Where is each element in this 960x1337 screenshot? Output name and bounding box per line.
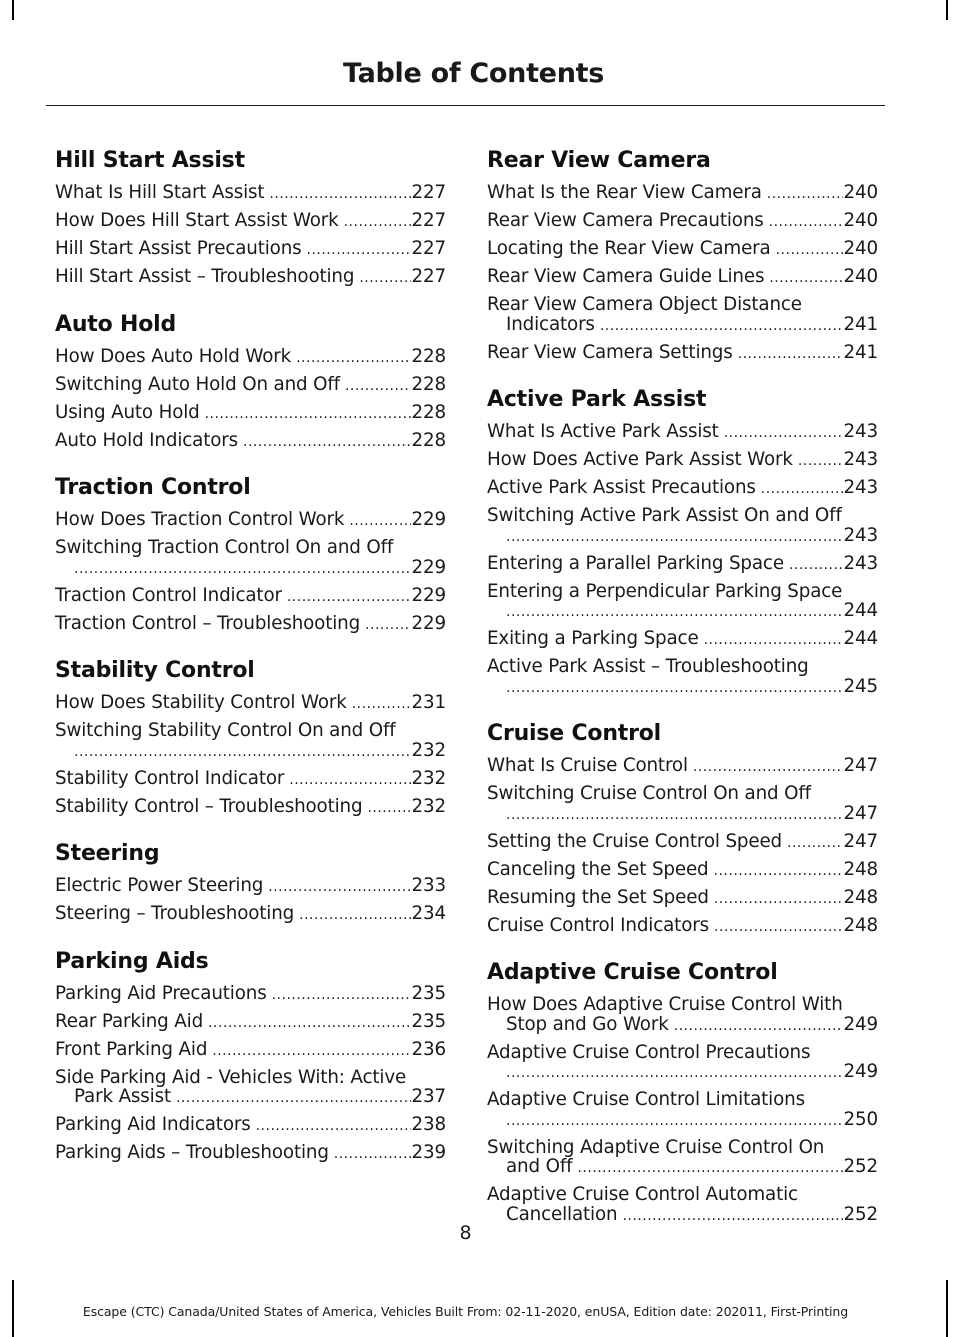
entry-page-number: 243 [843, 477, 878, 498]
entry-label: Stability Control Indicator [55, 767, 285, 789]
entry-page-number: 241 [843, 341, 878, 363]
toc-entry[interactable] [55, 538, 446, 579]
entry-label: Switching Adaptive Cruise Control On [487, 1136, 825, 1158]
entry-continuation [487, 1110, 878, 1132]
toc-entry[interactable] [487, 1090, 878, 1131]
toc-entry[interactable] [55, 876, 446, 898]
toc-entry[interactable] [487, 183, 878, 205]
entry-label: Auto Hold Indicators [55, 429, 238, 451]
entry-continuation [55, 741, 446, 763]
page-title: Table of Contents [342, 58, 604, 89]
dot-leader [761, 478, 843, 500]
entry-page-number: 235 [411, 982, 446, 1004]
dot-leader [352, 693, 411, 715]
entry-page-number: 228 [411, 345, 446, 367]
left-column [55, 146, 446, 1186]
entry-page-number: 238 [411, 1114, 446, 1135]
dot-leader [208, 1012, 411, 1034]
toc-section [55, 947, 446, 1165]
entry-label: Adaptive Cruise Control Automatic [487, 1184, 798, 1205]
dot-leader [767, 183, 843, 205]
dot-leader [307, 239, 411, 261]
toc-section [55, 656, 446, 818]
entry-label: Switching Stability Control On and Off [55, 720, 396, 741]
entry-label: Parking Aid Indicators [55, 1114, 251, 1135]
section-title: Cruise Control [487, 721, 662, 746]
toc-entry[interactable] [487, 860, 878, 882]
entry-page-number: 247 [843, 755, 878, 776]
entry-page-number: 232 [411, 739, 446, 761]
entry-page-number: 231 [411, 692, 446, 713]
entry-continuation [487, 1015, 878, 1037]
dot-leader [334, 1143, 411, 1165]
toc-entry[interactable] [487, 506, 878, 547]
entry-page-number: 240 [843, 210, 878, 231]
toc-entry[interactable] [487, 1185, 878, 1226]
footer-text: Escape (CTC) Canada/United States of America, Vehicles Built From: 02-11-2020, enUSA, Edition date: 202011, First-Printing [82, 1304, 849, 1319]
dot-leader [74, 741, 411, 763]
entry-page-number: 244 [843, 600, 878, 621]
entry-label: Switching Active Park Assist On and Off [487, 505, 842, 526]
dot-leader [365, 614, 411, 636]
entry-label-continued: Indicators [506, 313, 595, 335]
section-title: Parking Aids [55, 948, 209, 974]
entry-label: Traction Control Indicator [55, 584, 282, 606]
entry-label: Front Parking Aid [55, 1038, 208, 1060]
entry-page-number: 248 [843, 858, 878, 880]
toc-section [487, 385, 878, 698]
entry-label: Rear View Camera Settings [487, 341, 733, 363]
dot-leader [714, 888, 843, 910]
entry-label: Traction Control – Troubleshooting [55, 612, 361, 634]
entry-page-number: 250 [843, 1108, 878, 1130]
dot-leader [787, 832, 843, 854]
right-column [487, 146, 878, 1247]
entry-label: How Does Hill Start Assist Work [55, 210, 339, 231]
entry-label: Cruise Control Indicators [487, 914, 709, 936]
entry-continuation [487, 1062, 878, 1084]
toc-section [55, 839, 446, 926]
toc-entry[interactable] [55, 431, 446, 453]
toc-entry[interactable] [487, 295, 878, 336]
entry-page-number: 243 [843, 524, 878, 546]
toc-entry[interactable] [487, 1138, 878, 1179]
section-title: Hill Start Assist [55, 148, 245, 173]
entry-label: Steering – Troubleshooting [55, 903, 295, 924]
toc-section [487, 719, 878, 937]
entry-label: What Is Cruise Control [487, 755, 688, 776]
toc-entry[interactable] [55, 375, 446, 397]
entry-page-number: 232 [411, 795, 446, 817]
entry-label: What Is Active Park Assist [487, 421, 719, 442]
toc-entry[interactable] [55, 239, 446, 261]
toc-entry[interactable] [55, 1012, 446, 1034]
entry-page-number: 247 [843, 830, 878, 852]
section-title: Auto Hold [55, 311, 176, 337]
entry-page-number: 252 [843, 1203, 878, 1225]
entry-label: How Does Stability Control Work [55, 692, 347, 713]
entry-label-continued: Park Assist [74, 1086, 171, 1107]
entry-label: Rear View Camera Precautions [487, 210, 764, 231]
entry-label: Side Parking Aid - Vehicles With: Active [55, 1066, 407, 1088]
entry-label: Locating the Rear View Camera [487, 238, 771, 259]
toc-entry[interactable] [55, 267, 446, 289]
toc-section [487, 958, 878, 1226]
toc-entry[interactable] [487, 211, 878, 233]
section-title: Rear View Camera [487, 148, 711, 173]
toc-entry[interactable] [487, 888, 878, 910]
toc-section [55, 310, 446, 453]
toc-entry[interactable] [55, 586, 446, 608]
toc-entry[interactable] [55, 1040, 446, 1062]
entry-label: What Is Hill Start Assist [55, 182, 265, 203]
entry-label: Rear Parking Aid [55, 1010, 204, 1032]
dot-leader [769, 211, 843, 233]
dot-leader [349, 510, 410, 532]
dot-leader [289, 769, 410, 791]
toc-entry[interactable] [487, 1043, 878, 1084]
entry-continuation [487, 1157, 878, 1179]
toc-entry[interactable] [487, 784, 878, 825]
crop-mark-bottom-right-v [946, 1280, 948, 1337]
entry-page-number: 227 [411, 182, 446, 203]
entry-page-number: 229 [411, 509, 446, 530]
entry-label: How Does Adaptive Cruise Control With [487, 994, 843, 1015]
dot-leader [506, 601, 843, 623]
entry-continuation [487, 601, 878, 623]
entry-label: How Does Active Park Assist Work [487, 449, 793, 470]
entry-page-number: 241 [843, 313, 878, 335]
entry-continuation [487, 804, 878, 826]
entry-page-number: 227 [411, 238, 446, 259]
entry-label: Adaptive Cruise Control Precautions [487, 1041, 811, 1063]
dot-leader [506, 677, 843, 699]
entry-label: Exiting a Parking Space [487, 628, 699, 649]
entry-page-number: 248 [843, 886, 878, 908]
dot-leader [74, 558, 411, 580]
entry-page-number: 229 [411, 584, 446, 606]
dot-leader [798, 450, 843, 472]
entry-page-number: 227 [411, 210, 446, 231]
entry-page-number: 229 [411, 556, 446, 578]
dot-leader [506, 1110, 843, 1132]
entry-label: Stability Control – Troubleshooting [55, 795, 363, 817]
dot-leader [256, 1115, 411, 1137]
dot-leader [344, 211, 411, 233]
toc-section [55, 473, 446, 635]
dot-leader [287, 586, 411, 608]
dot-leader [176, 1087, 411, 1109]
toc-entry[interactable] [55, 614, 446, 636]
entry-label: Hill Start Assist – Troubleshooting [55, 266, 355, 287]
entry-label: What Is the Rear View Camera [487, 182, 762, 203]
dot-leader [769, 267, 842, 289]
dot-leader [212, 1040, 410, 1062]
dot-leader [268, 876, 410, 898]
entry-page-number: 228 [411, 401, 446, 423]
entry-page-number: 243 [843, 552, 878, 574]
toc-entry[interactable] [487, 629, 878, 651]
toc-entry[interactable] [487, 478, 878, 500]
toc-entry[interactable] [487, 239, 878, 261]
entry-page-number: 236 [411, 1038, 446, 1060]
entry-label: Active Park Assist Precautions [487, 477, 756, 498]
toc-entry[interactable] [55, 211, 446, 233]
page-number: 8 [459, 1222, 472, 1244]
entry-page-number: 244 [843, 628, 878, 649]
toc-entry[interactable] [55, 183, 446, 205]
entry-page-number: 240 [843, 266, 878, 287]
dot-leader [738, 343, 843, 365]
entry-continuation [487, 526, 878, 548]
entry-page-number: 247 [843, 802, 878, 824]
dot-leader [776, 239, 843, 261]
entry-label: Switching Auto Hold On and Off [55, 373, 340, 395]
entry-label: Active Park Assist – Troubleshooting [487, 656, 809, 677]
toc-entry[interactable] [487, 267, 878, 289]
entry-label: Switching Traction Control On and Off [55, 537, 394, 558]
dot-leader [205, 403, 411, 425]
toc-entry[interactable] [55, 1115, 446, 1137]
entry-page-number: 252 [843, 1156, 878, 1177]
title-divider [46, 105, 885, 106]
dot-leader [299, 904, 410, 926]
entry-page-number: 228 [411, 373, 446, 395]
toc-entry[interactable] [55, 984, 446, 1006]
dot-leader [359, 267, 410, 289]
entry-label: Canceling the Set Speed [487, 858, 709, 880]
dot-leader [714, 860, 843, 882]
entry-page-number: 249 [843, 1061, 878, 1082]
dot-leader [243, 431, 411, 453]
dot-leader [789, 554, 843, 576]
entry-page-number: 239 [411, 1142, 446, 1163]
entry-page-number: 240 [843, 238, 878, 259]
entry-page-number: 243 [843, 449, 878, 470]
toc-entry[interactable] [487, 582, 878, 623]
entry-label-continued: Stop and Go Work [506, 1013, 669, 1035]
entry-label: Rear View Camera Guide Lines [487, 266, 765, 287]
entry-page-number: 233 [411, 875, 446, 896]
dot-leader [724, 422, 843, 444]
entry-page-number: 249 [843, 1013, 878, 1035]
toc-entry[interactable] [55, 347, 446, 369]
entry-page-number: 243 [843, 421, 878, 442]
section-title: Active Park Assist [487, 387, 707, 412]
dot-leader [269, 183, 410, 205]
entry-label: How Does Auto Hold Work [55, 345, 292, 367]
toc-entry[interactable] [487, 343, 878, 365]
dot-leader [296, 347, 410, 369]
entry-page-number: 232 [411, 767, 446, 789]
entry-label: Entering a Perpendicular Parking Space [487, 580, 843, 602]
entry-label: Parking Aids – Troubleshooting [55, 1142, 329, 1163]
toc-entry[interactable] [55, 721, 446, 762]
crop-mark-top-right-v [946, 0, 948, 20]
entry-label: Setting the Cruise Control Speed [487, 830, 783, 852]
entry-label: How Does Traction Control Work [55, 509, 345, 530]
entry-page-number: 235 [411, 1010, 446, 1032]
dot-leader [367, 797, 410, 819]
entry-page-number: 240 [843, 182, 878, 203]
toc-section [55, 146, 446, 289]
entry-label-continued: and Off [506, 1156, 573, 1177]
entry-continuation [55, 1087, 446, 1109]
entry-label-continued: Cancellation [506, 1203, 618, 1225]
entry-page-number: 229 [411, 612, 446, 634]
toc-entry[interactable] [55, 693, 446, 715]
toc-entry[interactable] [55, 510, 446, 532]
entry-label: Switching Cruise Control On and Off [487, 783, 811, 804]
toc-entry[interactable] [55, 1143, 446, 1165]
toc-entry[interactable] [487, 995, 878, 1036]
dot-leader [704, 629, 843, 651]
dot-leader [506, 1062, 843, 1084]
section-title: Adaptive Cruise Control [487, 960, 778, 985]
entry-label: Entering a Parallel Parking Space [487, 552, 784, 574]
toc-entry[interactable] [487, 916, 878, 938]
dot-leader [506, 804, 843, 826]
dot-leader [577, 1157, 842, 1179]
entry-page-number: 227 [411, 266, 446, 287]
entry-continuation [55, 558, 446, 580]
section-title: Traction Control [55, 475, 251, 500]
toc-entry[interactable] [55, 403, 446, 425]
toc-entry[interactable] [487, 450, 878, 472]
entry-page-number: 234 [411, 903, 446, 924]
entry-label: Electric Power Steering [55, 875, 264, 896]
section-title: Stability Control [55, 658, 255, 683]
dot-leader [345, 375, 411, 397]
entry-label: Using Auto Hold [55, 401, 200, 423]
dot-leader [714, 916, 843, 938]
entry-continuation [487, 677, 878, 699]
dot-leader [272, 984, 411, 1006]
toc-entry[interactable] [55, 1068, 446, 1109]
entry-label: Adaptive Cruise Control Limitations [487, 1089, 805, 1110]
entry-label: Parking Aid Precautions [55, 982, 267, 1004]
toc-entry[interactable] [55, 797, 446, 819]
toc-entry[interactable] [487, 756, 878, 778]
entry-label: Resuming the Set Speed [487, 886, 709, 908]
dot-leader [674, 1015, 843, 1037]
entry-label: Rear View Camera Object Distance [487, 294, 802, 315]
toc-entry[interactable] [487, 422, 878, 444]
dot-leader [693, 756, 843, 778]
toc-entry[interactable] [487, 832, 878, 854]
entry-page-number: 245 [843, 675, 878, 697]
toc-section [487, 146, 878, 364]
dot-leader [506, 526, 843, 548]
toc-entry[interactable] [487, 554, 878, 576]
section-title: Steering [55, 841, 160, 866]
toc-entry[interactable] [55, 769, 446, 791]
toc-entry[interactable] [55, 904, 446, 926]
entry-page-number: 237 [411, 1086, 446, 1107]
entry-label: Hill Start Assist Precautions [55, 238, 302, 259]
crop-mark-top-left-v [12, 0, 14, 20]
entry-continuation [487, 315, 878, 337]
entry-page-number: 248 [843, 914, 878, 936]
entry-page-number: 228 [411, 429, 446, 451]
dot-leader [600, 315, 843, 337]
toc-entry[interactable] [487, 657, 878, 698]
